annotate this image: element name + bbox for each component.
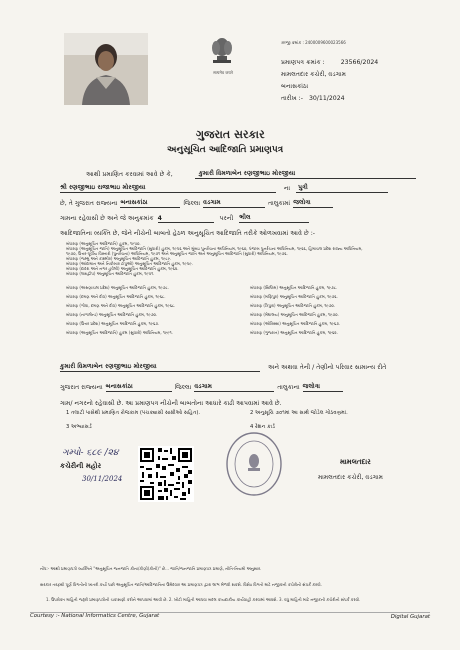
body-line-5: આદિજાતિના વ્યક્તિ છે, જેને નીચેની બાબતો હેઠળ અનુસૂચિત આદિજાતિ તરીકે ઓળખવામાં આવે છે :- <box>60 230 316 237</box>
line4-prefix: ગામના રહેવાસી છે અને જે અનુક્રમાંક <box>60 215 154 222</box>
body-line-4 <box>60 214 400 223</box>
note-line: નોંધ:- આથી પ્રમાણપત્રો વ્યક્તિને "અનુસૂચિત જનજાતિ કોના/કોણી(કોની)" છે... જાતિ/જનજાતિ પ્રમાણપત્ર પ્રમાણે, નીતિ-નિયમો અનુસાર. <box>40 566 262 571</box>
office-line: મામલતદાર કચેરી, વડગામ <box>281 71 347 78</box>
village2-value: જલોત્રા <box>303 383 343 392</box>
order-left-item: બંધારણ (દમણ અને દીવ) અનુસૂચિત આદિજાતિ હુકમ, ૧૯૬૮. <box>66 294 166 299</box>
certificate-meta: अरજી ક્રમાંક : 2400009600023566 પ્રમાણપત્ર ક્રમાંક : 23566/2024 મામલતદાર કચેરી, વડગામ બનાસકાંઠા તારીખ :- 30/11/2024 <box>281 40 451 103</box>
taluka-value: વડગામ <box>203 199 265 208</box>
body-line-2 <box>60 184 400 193</box>
footer <box>30 612 430 623</box>
application-label: अरજી ક્રમાંક <box>281 40 302 45</box>
relation-label: ના <box>284 185 291 192</box>
basis-item: 3 અભ્યાસર્ડ <box>66 424 92 430</box>
order-line: બંધારણ (દાદરા અને નગર હવેલી) અનુસૂચિત આદિજાતિ હુકમ, ૧૯૬૨. <box>66 266 179 271</box>
district2-value: બનાસકાંઠા <box>106 383 172 392</box>
order-right-item: બંધારણ (ગુજરાત) અનુસૂચિત આદિજાતિ હુકમ, ૧૯૬૨. <box>250 330 338 335</box>
body-line-1 <box>86 170 416 179</box>
issue-date: 30/11/2024 <box>308 95 345 102</box>
note-line: 1. ઉપરોક્ત માહિતી જરૂરી પ્રમાણપત્રોની ચકાસણી કરીને આપવામાં આવી છે. 2. ખોટી માહિતી આપવા બદલ કાયદાકીય કાર્યવાહી કરવામાં આવશે. 3. વધુ માહિતી માટે નજીકની કચેરીનો સંપર્ક કરવો. <box>46 597 361 602</box>
order-left-item: બંધારણ (નાગાલેન્ડ) અનુસૂચિત આદિજાતિ હુકમ, ૧૯૭૦. <box>66 312 158 317</box>
body-line-7 <box>60 383 410 392</box>
qr-code <box>138 446 194 502</box>
emblem-caption: सत्यमेव जयते <box>213 70 233 75</box>
body-line-6 <box>60 363 410 372</box>
line3-prefix: છે, તે ગુજરાત રાજ્યના <box>60 200 118 207</box>
village-value: જલોત્રા <box>293 199 333 208</box>
applicant-photo <box>64 33 148 105</box>
caste-label: પરની <box>219 215 234 222</box>
taluka2-label: તાલુકાના <box>277 384 300 391</box>
order-line: ૧૯૭૦, ઉત્તર-પૂર્વીય વિસ્તારો (પુનર્રચના) અધિનિયમ, ૧૯૭૧ અને અનુસૂચિત જાતિ અને અનુસૂચિત આદિજાતિ (સુધારો) અધિનિયમ, ૧૯૭૬. <box>66 251 288 256</box>
order-left-item: બંધારણ (ગોવા, દમણ અને દીવ) અનુસૂચિત આદિજાતિ હુકમ, ૧૯૬૮. <box>66 303 176 308</box>
certificate-title: અનુસૂચિત આદિજાતિ પ્રમાણપત્ર <box>167 145 284 155</box>
certificate-number-label: પ્રમાણપત્ર ક્રમાંક : <box>281 59 325 66</box>
order-right-item: બંધારણ (ઓરિસ્સા) અનુસૂચિત આદિજાતિ હુકમ, ૧૯૬૭. <box>250 321 341 326</box>
signatory-office: મામલતદાર કચેરી, વડગામ <box>318 474 384 481</box>
applicant-name-repeat: કુમારી વિમળાબેન રણજીભાઇ મોરજીયા <box>60 363 260 372</box>
signatory-title: મામલતદાર <box>340 458 371 466</box>
office-seal-stamp <box>225 431 283 497</box>
line7-prefix: ગુજરાત રાજ્યના <box>60 384 103 391</box>
caste-value: ભીલ <box>239 214 309 223</box>
body-line-8: ગામ/ નગરનો રહેવાસી છે. આ પ્રમાણપત્ર નીચેની બાબતોના આધારે કાઢી આપવામાં આવે છે. <box>60 400 282 407</box>
order-right-item: બંધારણ (મેઘાલય) અનુસૂચિત આદિજાતિ હુકમ, ૧૯૭૦. <box>250 312 339 317</box>
order-line: બંધારણ (જમ્મુ અને કાશ્મીર) અનુસૂચિત આદિજાતિ હુકમ, ૧૯૮૯. <box>66 256 172 261</box>
body-line-3 <box>60 199 400 208</box>
basis-item: 1 તલાટી પાસેથી પ્રમાણિત રોજકામ (પંચક્યાસી સાક્ષીઓ સહિત). <box>66 410 201 416</box>
taluka-label: તાલુકામાં <box>268 200 291 207</box>
father-name: શ્રી રણજીભાઇ રાજાભાઇ મોરજીયા <box>60 184 276 193</box>
district2-label: જિલ્લા <box>174 384 192 391</box>
footer-brand: Digital Gujarat <box>390 614 430 620</box>
office-seal-label: કચેરીની મહોર <box>60 462 102 470</box>
district-label: જિલ્લા <box>183 200 201 207</box>
order-right-item: બંધારણ (ત્રિપુરા) અનુસૂચિત આદિજાતિ હુકમ, ૧૯૭૦. <box>250 303 336 308</box>
order-line: બંધારણ (લક્ષદ્વીપ) અનુસૂચિત આદિજાતિ હુકમ, ૧૯૫૧. <box>66 271 155 276</box>
order-line: બંધારણ (આંદામાન અને નિકોબાર ટાપુઓ) અનુસૂચિત આદિજાતિ હુકમ, ૧૯૫૯. <box>66 261 193 266</box>
order-line: બંધારણ (અનુસૂચિત જાતિ) અનુસૂચિત આદિજાતિ (સુધારો) હુકમ, ૧૯૫૬ અને મુંબઇ પુનર્રચના અધિનિયમ, ૧૯૬૦, પંજાબ પુનર્રચના અધિનિયમ, ૧૯૬૬, હિમાચલ પ્રદેશ રાજ્ય અધિનિયમ, <box>66 246 363 251</box>
government-title: ગુજરાત સરકાર <box>196 128 265 141</box>
order-line: બંધારણ (અનુસૂચિત આદિજાતિ) હુકમ, ૧૯૫૦. <box>66 241 141 246</box>
district-line: બનાસકાંઠા <box>281 83 309 90</box>
basis-item: 4 રેશન કાર્ડ <box>250 424 275 430</box>
order-right-item: બંધારણ (સિક્કિમ) અનુસૂચિત આદિજાતિ હુકમ, ૧૯૭૮. <box>250 285 338 290</box>
relation-value: પુત્રી <box>296 184 388 193</box>
national-emblem-icon <box>207 32 237 74</box>
certificate-number: 23566/2024 <box>340 59 379 66</box>
application-number: 2400009600023566 <box>305 40 346 45</box>
order-right-item: બંધારણ (મણિપુર) અનુસૂચિત આદિજાતિ હુકમ, ૧૯૭૬. <box>250 294 338 299</box>
basis-item: 2 અનુસૂચિ ૭૦૧માં આ સાથે જોડેલ ગોઠવણમાં. <box>250 410 348 416</box>
applicant-name: કુમારી વિમળાબેન રણજીભાઇ મોરજીયા <box>195 170 416 179</box>
note-line: સરકાર તરફથી પૂર્ણ વિગતોની ખાતરી કર્યા પછી અનુસૂચિત જાતિ/આદિજાતિના ઉમેદવાર આ પ્રમાણપત્ર દ્વારા લાભ મેળવી શકશે. વિશેષ વિગતો માટે નજીકની કચેરીનો સંપર્ક કરવો. <box>40 582 322 587</box>
serial-number: 4 <box>158 215 214 223</box>
line6-suffix: અને અથવા તેની / તેણીનો પરિવાર સામાન્ય રીતે <box>268 364 387 371</box>
district-value: બનાસકાંઠા <box>120 199 180 208</box>
orders-left-column <box>66 285 236 339</box>
handwritten-ref: ગમ્પો- ૬૮૯ /૨૪ <box>62 448 119 458</box>
order-left-item: બંધારણ (ઉત્તર પ્રદેશ) અનુસૂચિત આદિજાતિ હુકમ, ૧૯૬૭. <box>66 321 160 326</box>
order-left-item: બંધારણ (અરુણાચલ પ્રદેશ) અનુસૂચિત આદિજાતિ હુકમ, ૧૯૭૮. <box>66 285 169 290</box>
handwritten-date: 30/11/2024 <box>82 475 123 483</box>
date-label: તારીખ :- <box>281 95 303 102</box>
order-left-item: બંધારણ (અનુસૂચિત આદિજાતિ) હુકમ (સુધારો) અધિનિયમ, ૧૯૯૧. <box>66 330 173 335</box>
orders-list <box>66 241 406 276</box>
taluka2-value: વડગામ <box>194 383 274 392</box>
orders-right-column <box>250 285 410 339</box>
line1-prefix: આથી પ્રમાણિત કરવામાં આવે છે કે, <box>86 171 173 178</box>
footer-courtesy: Courtesy :- National Informatics Centre, Gujarat <box>30 613 160 619</box>
